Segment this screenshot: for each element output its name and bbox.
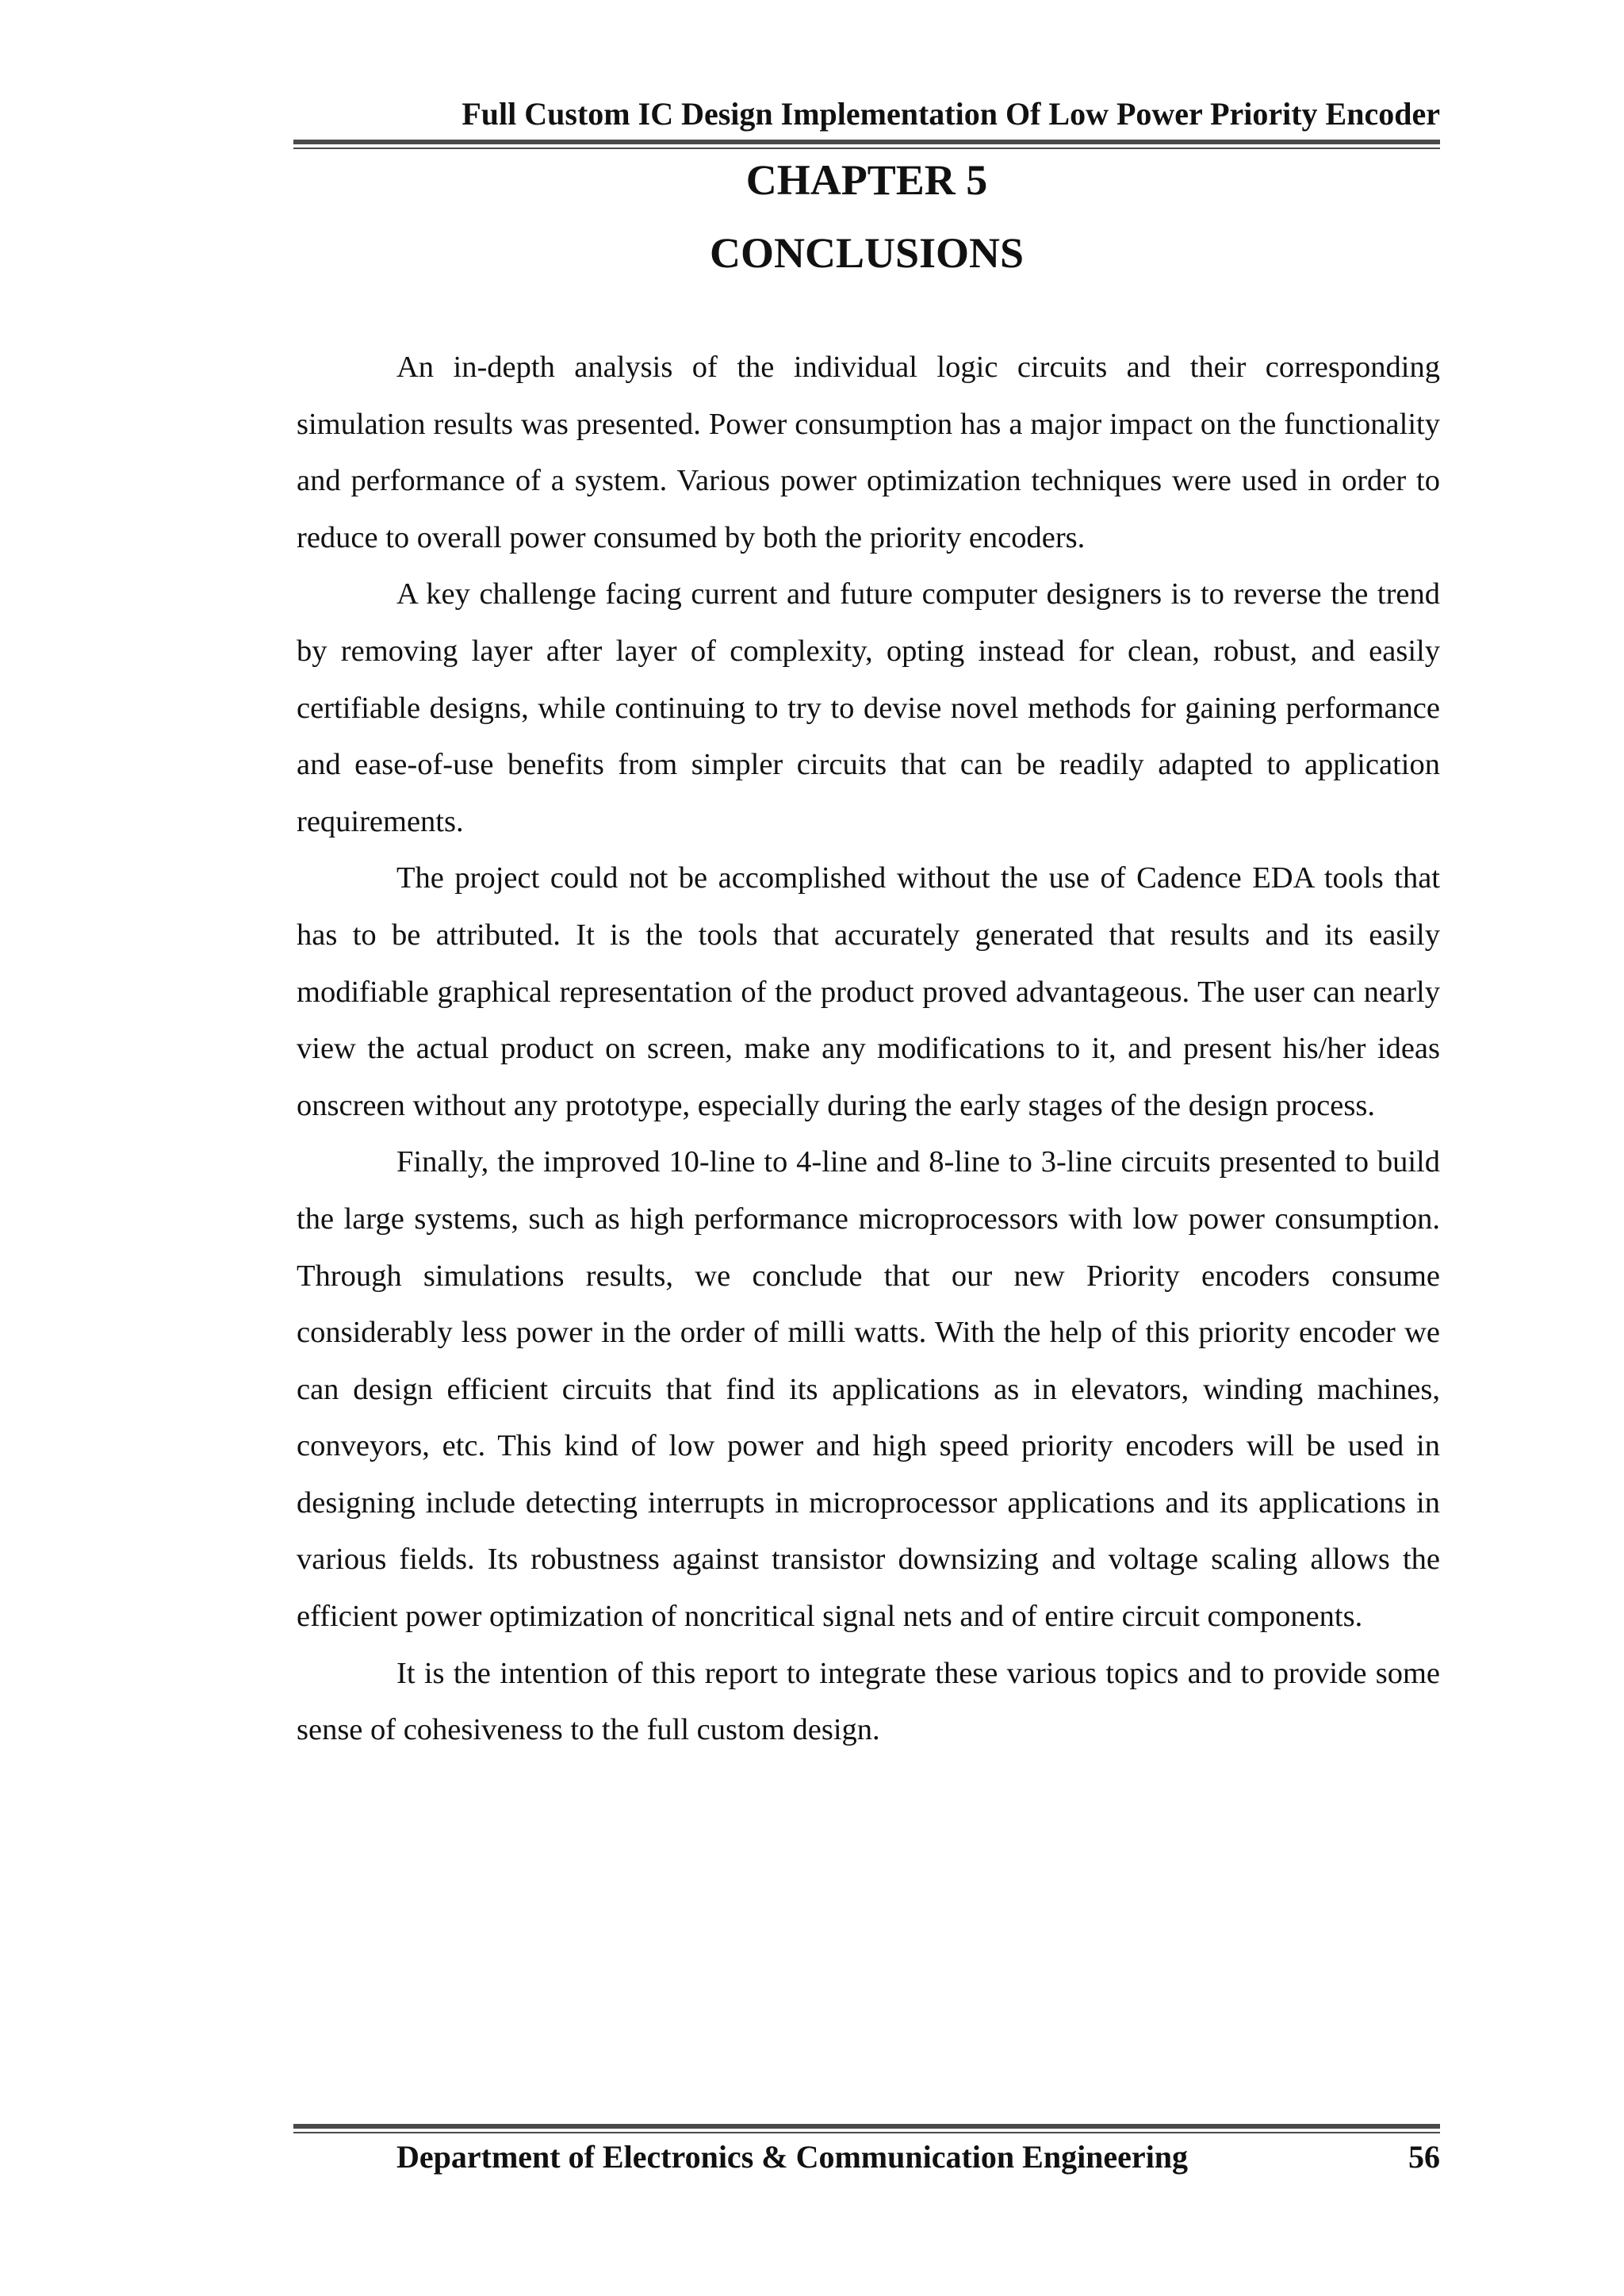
chapter-number: CHAPTER 5 [745,156,988,204]
paragraph: Finally, the improved 10-line to 4-line and 8-line to 3-line circuits presented to build the large systems, such as high performance microprocessors with low power consumption. Through simulations results, we conclude that our new Priority encoders consume considerably less power in the order of milli watts. With the help of this priority encoder we can design efficient circuits that find its applications as in elevators, winding machines, conveyors, etc. This kind of low power and high speed priority encoders will be used in designing include detecting interrupts in microprocessor applications and its applications in various fields. Its robustness against transistor downsizing and voltage scaling allows the efficient power optimization of noncritical signal nets and of entire circuit components. [297,1145,1440,1634]
page-number: 56 [1408,2139,1440,2175]
footer-divider [293,2124,1440,2133]
paragraph: An in-depth analysis of the individual logic circuits and their corresponding simulation results was presented. Power consumption has a major impact on the functionality and performance of a system. Various power optimization techniques were used in order to reduce to overall power consumed by both the priority encoders. [297,351,1440,554]
footer-department: Department of Electronics & Communication Engineering [396,2139,1189,2175]
paragraph: It is the intention of this report to integrate these various topics and to provide some sense of cohesiveness to the full custom design. [297,1656,1440,1747]
running-header: Full Custom IC Design Implementation Of Low Power Priority Encoder [462,96,1440,132]
chapter-title: CONCLUSIONS [709,229,1025,277]
header-divider-thin-line [293,148,1440,149]
body-text [297,339,1440,1759]
paragraph: A key challenge facing current and future computer designers is to reverse the trend by removing layer after layer of complexity, opting instead for clean, robust, and easily certifiable designs, while continuing to try to devise novel methods for gaining performance and ease-of-use benefits from simpler circuits that can be readily adapted to application requirements. [297,577,1440,838]
paragraph: The project could not be accomplished without the use of Cadence EDA tools that has to be attributed. It is the tools that accurately generated that results and its easily modifiable graphical representation of the product proved advantageous. The user can nearly view the actual product on screen, make any modifications to it, and present his/her ideas onscreen without any prototype, especially during the early stages of the design process. [297,861,1440,1122]
header-divider [293,140,1440,149]
footer-divider-thin-line [293,2132,1440,2133]
